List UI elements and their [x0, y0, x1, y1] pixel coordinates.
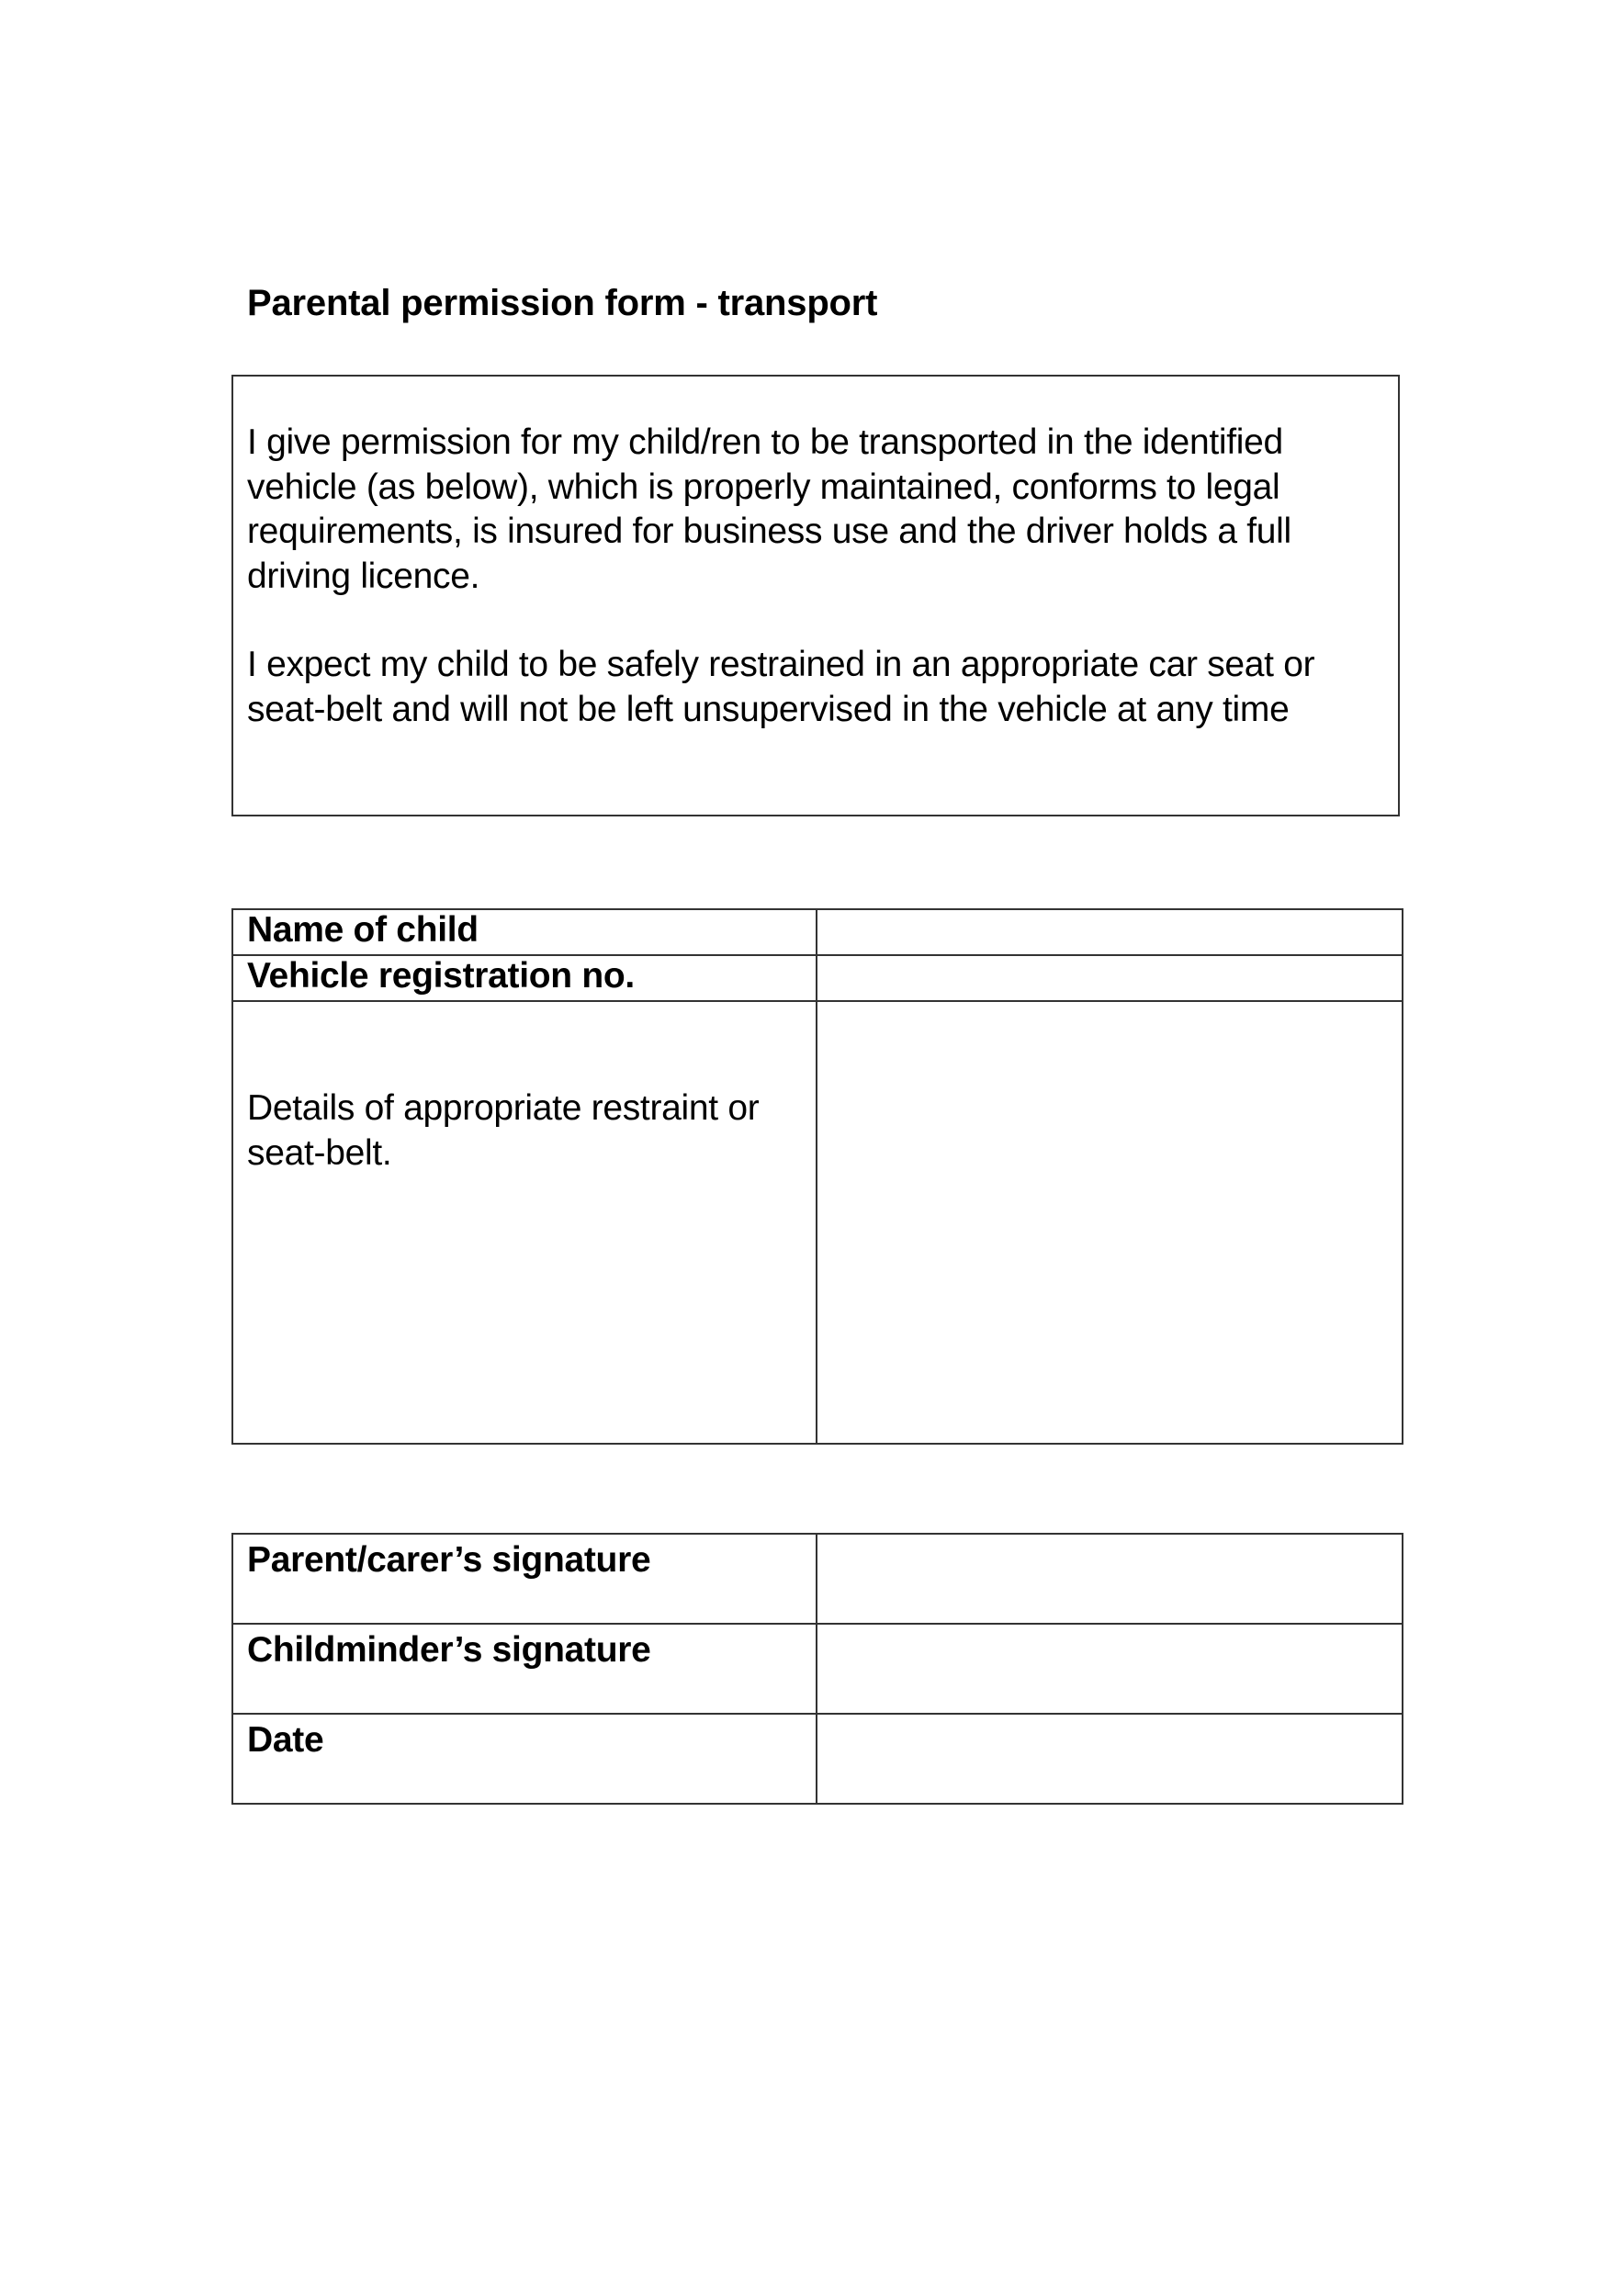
name-of-child-label: Name of child [232, 909, 817, 955]
table-row [232, 1714, 1403, 1804]
table-row [232, 909, 1403, 955]
restraint-paragraph: I expect my child to be safely restrained in an appropriate car seat or seat-belt and will not be left unsupervised in the vehicle at any time [247, 645, 1315, 729]
date-label: Date [232, 1714, 817, 1804]
form-title: Parental permission form - transport [247, 283, 878, 323]
name-of-child-field[interactable] [817, 909, 1403, 955]
signature-table [231, 1533, 1403, 1805]
parent-signature-label: Parent/carer’s signature [232, 1534, 817, 1624]
child-vehicle-details-table [231, 908, 1403, 1445]
restraint-details-label: Details of appropriate restraint or seat-belt. [232, 1001, 817, 1444]
vehicle-registration-label: Vehicle registration no. [232, 955, 817, 1001]
parent-signature-field[interactable] [817, 1534, 1403, 1624]
childminder-signature-label: Childminder’s signature [232, 1624, 817, 1714]
table-row [232, 1001, 1403, 1444]
permission-paragraph: I give permission for my child/ren to be transported in the identified vehicle (as below), which is properly maintained, conforms to legal requirements, is insured for business use and the driver holds a full driving licence. [247, 422, 1291, 596]
table-row [232, 1534, 1403, 1624]
permission-statement-box [231, 375, 1400, 816]
restraint-details-field[interactable] [817, 1001, 1403, 1444]
vehicle-registration-field[interactable] [817, 955, 1403, 1001]
childminder-signature-field[interactable] [817, 1624, 1403, 1714]
date-field[interactable] [817, 1714, 1403, 1804]
table-row [232, 955, 1403, 1001]
table-row [232, 1624, 1403, 1714]
